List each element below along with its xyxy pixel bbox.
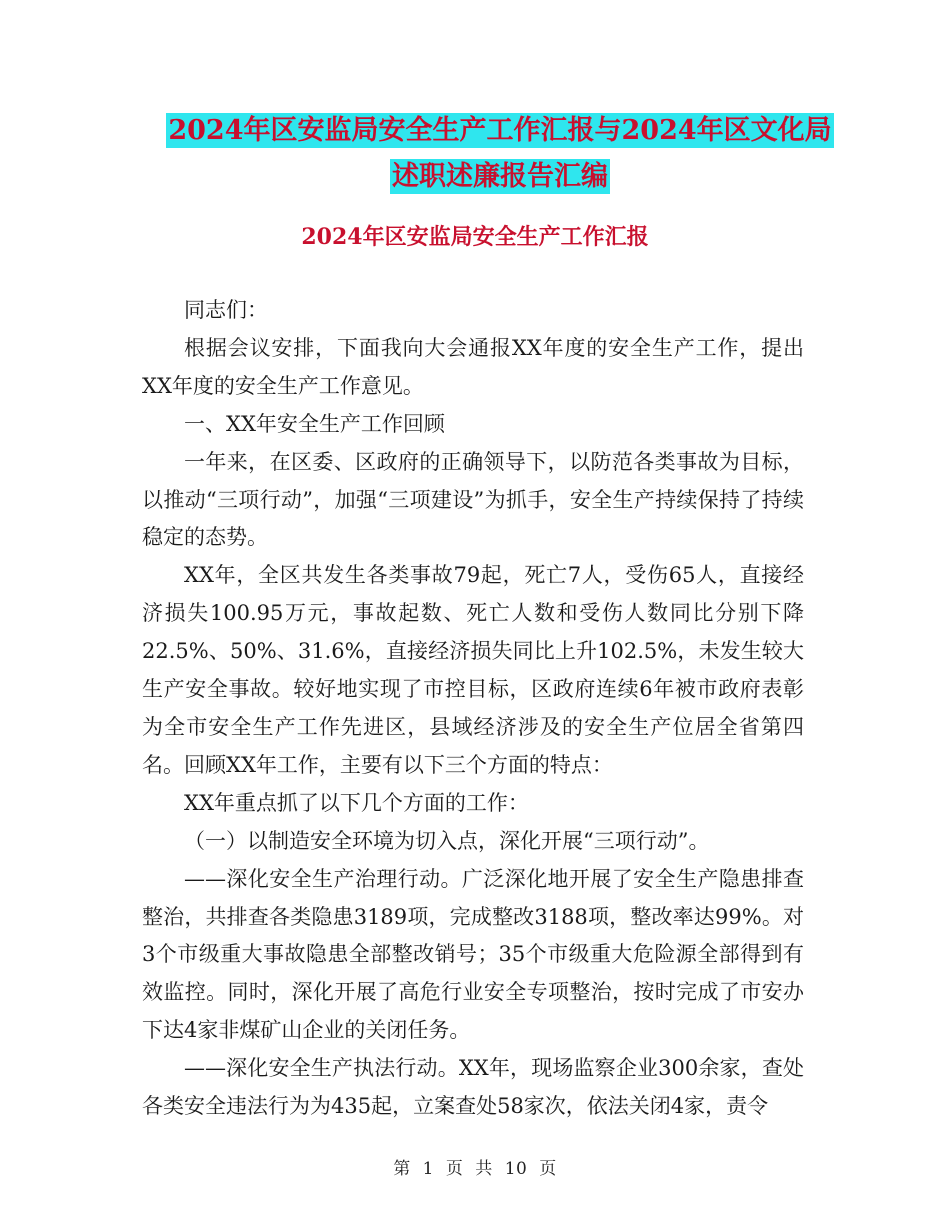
footer-total-pages: 10 <box>504 1159 528 1179</box>
title-highlight-2: 述职述廉报告汇编 <box>392 161 608 192</box>
page-footer <box>0 1154 950 1179</box>
section-heading: 一、XX年安全生产工作回顾 <box>184 411 445 436</box>
footer-page-number: 1 <box>422 1159 434 1179</box>
footer-page-prefix: 第 <box>393 1159 411 1179</box>
footer-page-suffix: 页 <box>539 1159 557 1179</box>
paragraph-salutation: 同志们： <box>184 298 268 322</box>
section-title: 2024年区安监局安全生产工作汇报 <box>301 224 649 250</box>
paragraph: XX年重点抓了以下几个方面的工作： <box>184 790 529 815</box>
paragraph: ——深化安全生产执法行动。XX年，现场监察企业300余家，查处各类安全违法行为为435起，立案查处58家次，依法关闭4家，责令 <box>142 1056 804 1119</box>
paragraph: XX年，全区共发生各类事故79起，死亡7人，受伤65人，直接经济损失100.95万元，事故起数、死亡人数和受伤人数同比分别下降22.5%、50%、31.6%，直接经济损失同比上升102.5%，未发生较大生产安全事故。较好地实现了市控目标，区政府连续6年被市政府表彰为全市安全生产工作先进区，县域经济涉及的安全生产位居全省第四名。回顾XX年工作，主要有以下三个方面的特点： <box>142 563 804 777</box>
document-body <box>142 292 804 1126</box>
document-title-line-2 <box>120 154 880 200</box>
document-title-line-1 <box>120 108 880 154</box>
subsection-heading: （一）以制造安全环境为切入点，深化开展“三项行动”。 <box>184 828 710 853</box>
paragraph: ——深化安全生产治理行动。广泛深化地开展了安全生产隐患排查整治，共排查各类隐患3189项，完成整改3188项，整改率达99%。对3个市级重大事故隐患全部整改销号；35个市级重大危险源全部得到有效监控。同时，深化开展了高危行业安全专项整治，按时完成了市安办下达4家非煤矿山企业的关闭任务。 <box>142 866 804 1043</box>
title-highlight-1: 2024年区安监局安全生产工作汇报与2024年区文化局 <box>168 115 832 146</box>
footer-page-mid: 页 <box>445 1159 464 1179</box>
footer-total-prefix: 共 <box>475 1159 493 1179</box>
paragraph: 一年来，在区委、区政府的正确领导下，以防范各类事故为目标，以推动“三项行动”，加强“三项建设”为抓手，安全生产持续保持了持续稳定的态势。 <box>142 449 804 550</box>
paragraph: 根据会议安排，下面我向大会通报XX年度的安全生产工作，提出XX年度的安全生产工作意见。 <box>142 335 804 398</box>
